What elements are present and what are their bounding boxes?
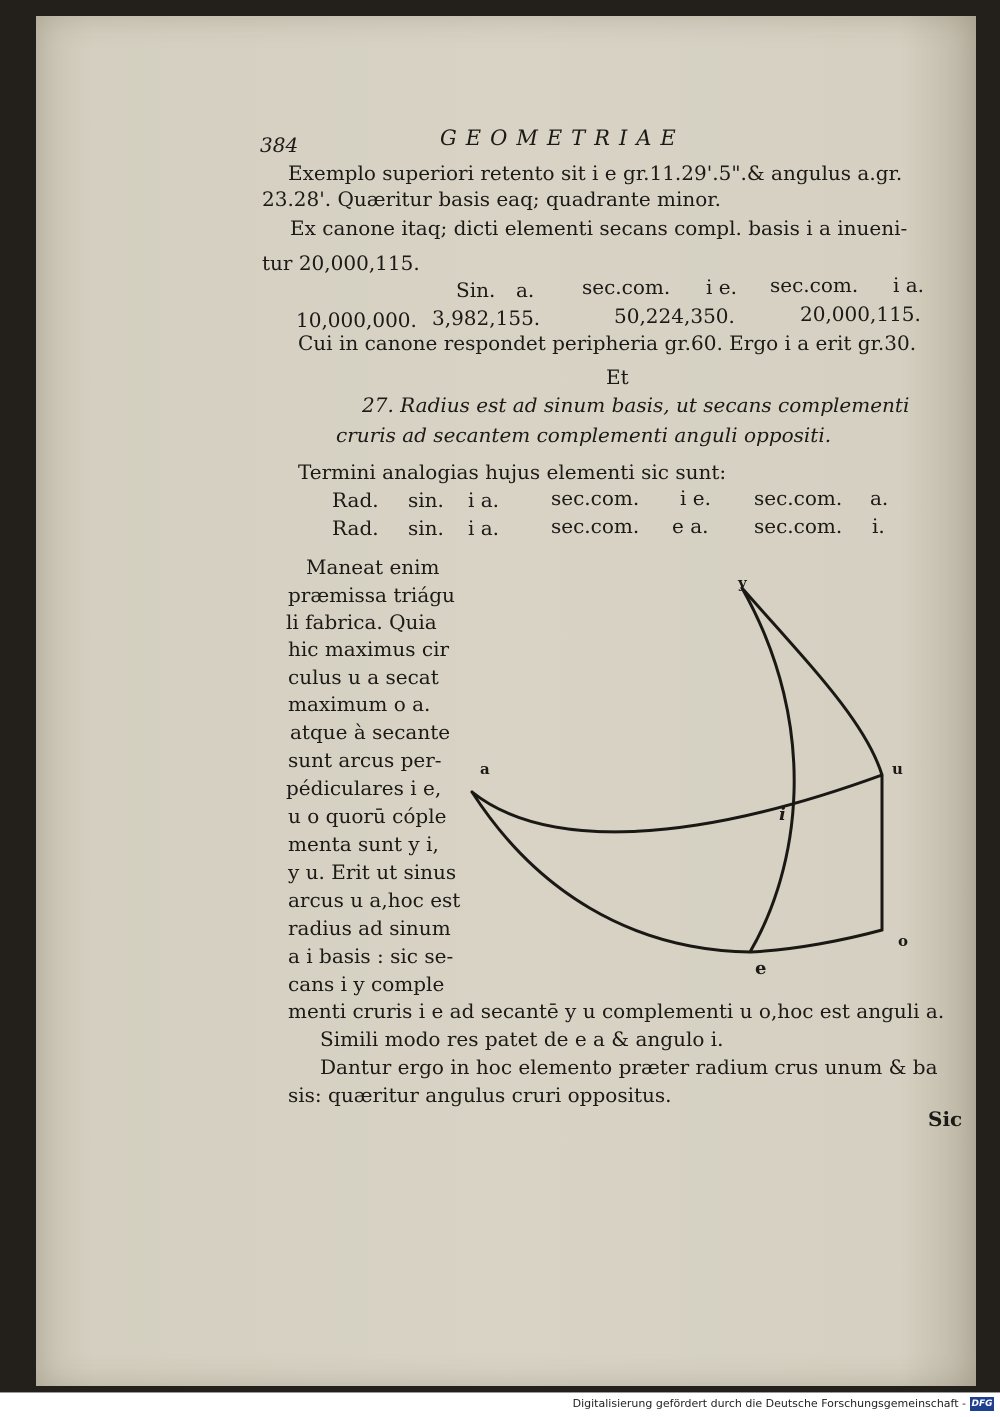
termini-r2-c4: sec.com.	[551, 514, 640, 538]
column-line: culus u a secat	[288, 665, 439, 689]
column-line: arcus u a,hoc est	[288, 888, 461, 912]
spherical-triangle-figure	[460, 570, 940, 1000]
calc-head-6: i a.	[893, 273, 925, 297]
dfg-logo: DFG	[971, 1399, 993, 1409]
calc-value-3: 50,224,350.	[614, 304, 735, 328]
et-word: Et	[606, 365, 629, 389]
page-number: 384	[260, 133, 299, 157]
termini-r1-c7: a.	[870, 486, 889, 510]
termini-r1-c6: sec.com.	[754, 486, 843, 510]
column-line: cans i y comple	[288, 972, 445, 996]
text-line-3: Ex canone itaq; dicti elementi secans compl. basis i a inueni-	[290, 216, 908, 240]
figure-label-i: i	[779, 804, 786, 825]
figure-label-u: u	[892, 760, 903, 778]
tail-line-2: Simili modo res patet de e a & angulo i.	[320, 1027, 724, 1051]
calc-value-2: 3,982,155.	[432, 306, 541, 330]
text-line-4: tur 20,000,115.	[262, 251, 420, 275]
column-line: atque à secante	[290, 720, 451, 744]
arc-y-outer	[742, 588, 882, 775]
termini-r2-c7: i.	[872, 514, 885, 538]
column-line: a i basis : sic se-	[288, 944, 454, 968]
theorem-line-2: cruris ad secantem complementi anguli oppositi.	[336, 423, 832, 447]
running-title: GEOMETRIAE	[440, 126, 685, 150]
termini-r2-c6: sec.com.	[754, 514, 843, 538]
footer-credit: Digitalisierung gefördert durch die Deutsche Forschungsgemeinschaft -	[572, 1397, 966, 1410]
termini-r1-c4: sec.com.	[551, 486, 640, 510]
text-after-calc: Cui in canone respondet peripheria gr.60. Ergo i a erit gr.30.	[298, 331, 917, 355]
termini-r2-c5: e a.	[672, 514, 709, 538]
calc-value-1: 10,000,000.	[296, 308, 417, 332]
tail-line-4: sis: quæritur angulus cruri oppositus.	[288, 1083, 672, 1107]
arc-a-upper	[472, 775, 882, 832]
column-line: u o quorū cóple	[288, 804, 447, 828]
column-line: y u. Erit ut sinus	[288, 860, 457, 884]
column-line: Maneat enim	[306, 555, 440, 579]
column-line: hic maximus cir	[288, 637, 450, 661]
column-line: menta sunt y i,	[288, 832, 439, 856]
tail-line-1: menti cruris i e ad secantē y u complementi u o,hoc est anguli a.	[288, 999, 945, 1023]
calc-head-3: sec.com.	[582, 275, 671, 299]
column-line: maximum o a.	[288, 692, 431, 716]
termini-r2-c2: sin.	[408, 516, 444, 540]
figure-label-e: e	[755, 958, 767, 979]
calc-head-5: sec.com.	[770, 273, 859, 297]
termini-r2-c1: Rad.	[332, 516, 379, 540]
termini-r1-c1: Rad.	[332, 488, 379, 512]
figure-label-o: o	[898, 932, 909, 950]
column-line: radius ad sinum	[288, 916, 451, 940]
termini-intro: Termini analogias hujus elementi sic sunt:	[298, 460, 727, 484]
arc-e-o	[750, 930, 882, 952]
calc-head-1: Sin.	[456, 278, 496, 302]
text-line-1: Exemplo superiori retento sit i e gr.11.29'.5".& angulus a.gr.	[288, 161, 903, 185]
column-line: præmissa triágu	[288, 583, 455, 607]
column-line: li fabrica. Quia	[286, 610, 437, 634]
arc-y-inner	[742, 588, 794, 952]
column-line: pédiculares i e,	[286, 776, 442, 800]
theorem-line-1: 27. Radius est ad sinum basis, ut secans complementi	[362, 393, 910, 417]
catchword: Sic	[928, 1107, 963, 1131]
termini-r1-c5: i e.	[680, 486, 711, 510]
termini-r2-c3: i a.	[468, 516, 500, 540]
column-line: sunt arcus per-	[288, 748, 442, 772]
digitization-footer	[0, 1392, 1000, 1417]
calc-head-4: i e.	[706, 275, 737, 299]
calc-value-4: 20,000,115.	[800, 302, 921, 326]
termini-r1-c2: sin.	[408, 488, 444, 512]
text-line-2: 23.28'. Quæritur basis eaq; quadrante minor.	[262, 187, 722, 211]
calc-head-2: a.	[516, 278, 535, 302]
termini-r1-c3: i a.	[468, 488, 500, 512]
tail-line-3: Dantur ergo in hoc elemento præter radium crus unum & ba	[320, 1055, 938, 1079]
figure-label-y: y	[738, 574, 747, 592]
figure-label-a: a	[480, 760, 490, 778]
